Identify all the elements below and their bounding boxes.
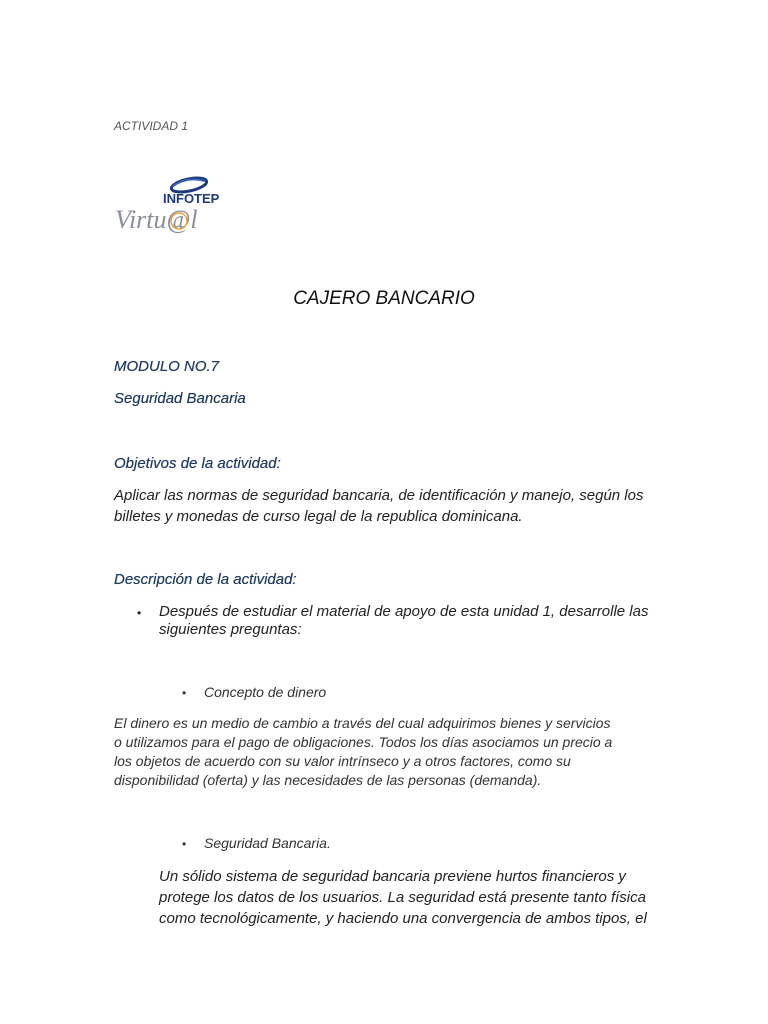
module-number: MODULO NO.7 xyxy=(114,358,220,375)
question-label: Seguridad Bancaria. xyxy=(204,835,331,851)
bullet-icon: • xyxy=(182,837,187,851)
objectives-heading: Objetivos de la actividad: xyxy=(114,455,281,472)
answer-line: o utilizamos para el pago de obligaciones. Todos los días asociamos un precio a xyxy=(114,734,613,750)
answer-line: como tecnológicamente, y haciendo una convergencia de ambos tipos, el xyxy=(159,910,647,927)
answer-line: Un sólido sistema de seguridad bancaria previene hurtos financieros y xyxy=(159,868,626,885)
module-subject: Seguridad Bancaria xyxy=(114,390,246,407)
description-line: Después de estudiar el material de apoyo de esta unidad 1, desarrolle las xyxy=(159,603,649,620)
logo-wordmark: INFOTEP xyxy=(163,191,219,206)
activity-label: ACTIVIDAD 1 xyxy=(114,119,189,133)
description-bullet xyxy=(0,603,768,643)
question-answer xyxy=(114,714,694,790)
objectives-line: Aplicar las normas de seguridad bancaria, de identificación y manejo, según los xyxy=(114,487,644,504)
description-heading: Descripción de la actividad: xyxy=(114,571,297,588)
question-label: Concepto de dinero xyxy=(204,684,327,700)
answer-line: los objetos de acuerdo con su valor intrínseco y a otros factores, como su xyxy=(114,753,571,769)
logo-graphic xyxy=(113,172,219,236)
answer-line: protege los datos de los usuarios. La seguridad está presente tanto física xyxy=(159,889,646,906)
logo-script: Virtu@l xyxy=(115,205,198,234)
description-line: siguientes preguntas: xyxy=(159,621,302,638)
document-title: CAJERO BANCARIO xyxy=(293,288,475,309)
answer-line: El dinero es un medio de cambio a través del cual adquirimos bienes y servicios xyxy=(114,715,611,731)
question-answer xyxy=(159,866,719,929)
question-bullet xyxy=(0,683,768,703)
answer-line: disponibilidad (oferta) y las necesidades de las personas (demanda). xyxy=(114,772,542,788)
bullet-icon: • xyxy=(182,686,187,700)
infotep-virtual-logo xyxy=(113,172,219,236)
objectives-line: billetes y monedas de curso legal de la republica dominicana. xyxy=(114,508,523,525)
question-bullet xyxy=(0,834,768,854)
bullet-icon: • xyxy=(137,606,142,620)
objectives-text xyxy=(114,485,674,527)
description-bullet-text xyxy=(159,603,648,639)
